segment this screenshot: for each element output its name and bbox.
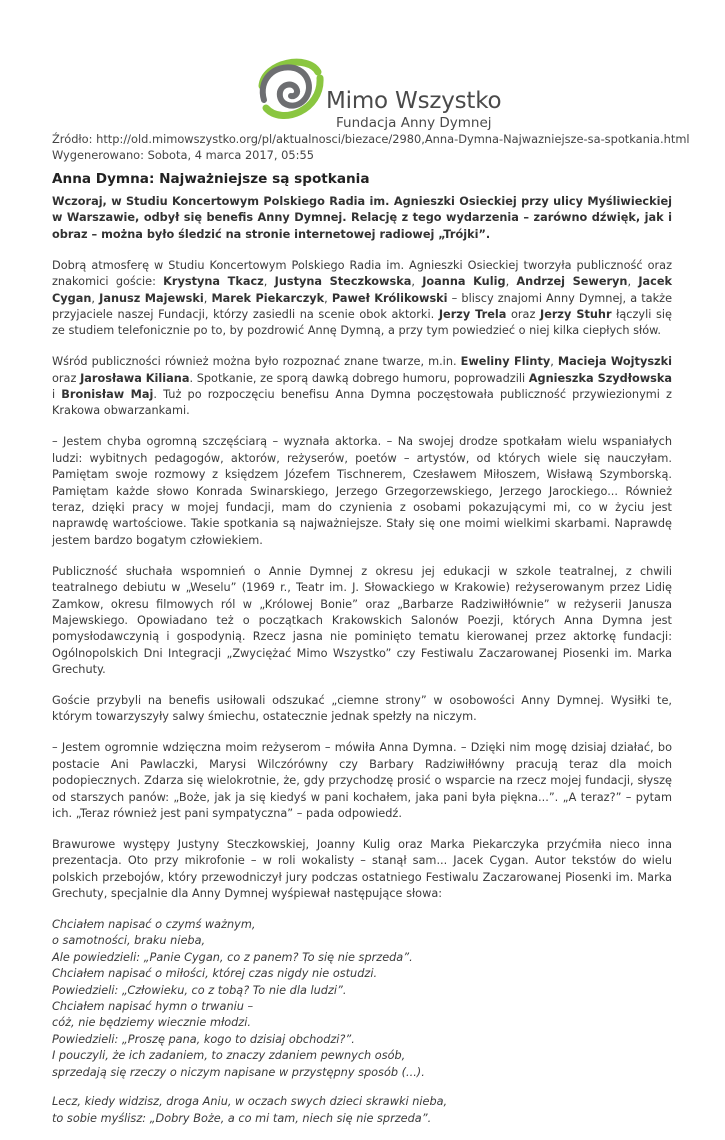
poem-line: Lecz, kiedy widzisz, droga Aniu, w oczach swych dzieci skrawki nieba,	[52, 1095, 448, 1109]
document-meta	[52, 131, 690, 163]
article-body	[52, 194, 672, 1140]
article-lead: Wczoraj, w Studiu Koncertowym Polskiego Radia im. Agnieszki Osieckiej przy ulicy Myśliwieckiej w Warszawie, odbył się benefis Anny Dymnej. Relację z tego wydarzenia – zarówno dźwięk, jak i obraz – można było śledzić na stronie internetowej radiowej „Trójki”.	[52, 195, 672, 241]
source-url: Źródło: http://old.mimowszystko.org/pl/aktualnosci/biezace/2980,Anna-Dymna-Najwazniejsze-sa-spotkania.html	[52, 132, 690, 146]
poem-line: Chciałem napisać o czymś ważnym,	[52, 918, 256, 932]
article-title: Anna Dymna: Najważniejsze są spotkania	[52, 171, 370, 187]
paragraph-guests: Dobrą atmosferę w Studiu Koncertowym Polskiego Radia im. Agnieszki Osieckiej tworzyła publiczność oraz znakomici goście: Krystyna Tkacz, Justyna Steczkowska, Joanna Kulig, Andrzej Seweryn, Jacek Cygan, Janusz Majewski, Marek Piekarczyk, Paweł Królikowski – bliscy znajomi Anny Dymnej, a także przyjaciele naszej Fundacji, którzy zasiedli na scenie obok aktorki. Jerzy Trela oraz Jerzy Stuhr łączyli się ze studiem telefonicznie po to, by pozdrowić Annę Dymną, a przy tym powiedzieć o niej kilka ciepłych słów.	[52, 258, 673, 338]
foundation-logo	[256, 56, 502, 132]
paragraph-dark-sides: Goście przybyli na benefis usiłowali odszukać „ciemne strony” w osobowości Anny Dymnej. Wysiłki te, którym towarzyszyły salwy śmiechu, ostatecznie jednak spełzły na niczym.	[52, 694, 672, 724]
paragraph-audience: Wśród publiczności również można było rozpoznać znane twarze, m.in. Eweliny Flinty, Macieja Wojtyszki oraz Jarosława Kiliana. Spotkanie, ze sporą dawką dobrego humoru, poprowadzili Agnieszka Szydłowska i Bronisław Maj. Tuż po rozpoczęciu benefisu Anna Dymna poczęstowała publiczność przywiezionymi z Krakowa obwarzankami.	[52, 355, 673, 418]
spiral-logo-icon	[256, 56, 324, 124]
logo-title: Mimo Wszystko	[326, 88, 502, 114]
paragraph-memories: Publiczność słuchała wspomnień o Annie Dymnej z okresu jej edukacji w szkole teatralnej, z chwili teatralnego debiutu w „Weselu” (1969 r., Teatr im. J. Słowackiego w Krakowie) reżyserowanym przez Lidię Zamkow, okresu filmowych ról w „Królowej Bonie” oraz „Barbarze Radziwiłłównie” w reżyserii Janusza Majewskiego. Opowiadano też o początkach Krakowskich Salonów Poezji, których Anna Dymna jest pomysłodawczynią i gospodynią. Rzecz jasna nie pominięto tematu kierowanej przez aktorkę fundacji: Ogólnopolskich Dni Integracji „Zwyciężać Mimo Wszystko” czy Festiwalu Zaczarowanej Piosenki im. Marka Grechuty.	[52, 564, 672, 677]
paragraph-quote-1: – Jestem chyba ogromną szczęściarą – wyznała aktorka. – Na swojej drodze spotkałam wielu wspaniałych ludzi: wybitnych pedagogów, aktorów, reżyserów, poetów – artystów, od których wiele się nauczyłam. Pamiętam swoje rozmowy z księdzem Józefem Tischnerem, Czesławem Miłoszem, Wisławą Szymborską. Pamiętam każde słowo Konrada Swinarskiego, Jerzego Grzegorzewskiego, Jerzego Jarockiego... Również teraz, dzięki pracy w mojej fundacji, mam do czynienia z osobami pokazującymi mi, co w życiu jest naprawdę wartościowe. Takie spotkania są najważniejsze. Stały się one moimi wielkimi skarbami. Naprawdę jestem bardzo bogatym człowiekiem.	[52, 435, 672, 547]
poem-line: sprzedają się rzeczy o niczym napisane w przystępny sposób (...).	[52, 1065, 425, 1079]
poem-line: Chciałem napisać o miłości, której czas nigdy nie ostudzi.	[52, 967, 378, 981]
poem-stanza-2	[52, 1094, 672, 1127]
paragraph-quote-2: – Jestem ogromnie wdzięczna moim reżyserom – mówiła Anna Dymna. – Dzięki nim mogę dzisiaj działać, bo postacie Ani Pawlaczki, Marysi Wilczórówny czy Barbary Radziwiłłówny pracują teraz dla moich podopiecznych. Zdarza się wielokrotnie, że, gdy przychodzę prosić o wsparcie na rzecz mojej fundacji, słyszę od starszych panów: „Boże, jak ja się kiedyś w pani kochałem, jaka pani była piękna...”. „A teraz?” – pytam ich. „Teraz również jest pani sympatyczna” – pada odpowiedź.	[52, 741, 672, 820]
poem-line: to sobie myślisz: „Dobry Boże, a co mi tam, niech się nie sprzeda”.	[52, 1111, 432, 1125]
poem-line: Powiedzieli: „Proszę pana, kogo to dzisiaj obchodzi?”.	[52, 1032, 355, 1046]
poem-line: Powiedzieli: „Człowieku, co z tobą? To nie dla ludzi”.	[52, 983, 347, 997]
paragraph-performances: Brawurowe występy Justyny Steczkowskiej, Joanny Kulig oraz Marka Piekarczyka przyćmiła nieco inna prezentacja. Oto przy mikrofonie – w roli wokalisty – stanął sam... Jacek Cygan. Autor tekstów do wielu polskich przebojów, który przewodniczył jury podczas ostatniego Festiwalu Zaczarowanej Piosenki im. Marka Grechuty, specjalnie dla Anny Dymnej wyśpiewał następujące słowa:	[52, 837, 672, 901]
poem-line: cóż, nie będziemy wiecznie młodzi.	[52, 1016, 251, 1030]
poem-stanza-1	[52, 917, 672, 1081]
poem-line: Chciałem napisać hymn o trwaniu –	[52, 1000, 254, 1014]
poem-line: o samotności, braku nieba,	[52, 934, 206, 948]
generated-date: Wygenerowano: Sobota, 4 marca 2017, 05:55	[52, 148, 314, 162]
poem-line: Ale powiedzieli: „Panie Cygan, co z panem? To się nie sprzeda”.	[52, 950, 413, 964]
poem-line: I pouczyli, że ich zadaniem, to znaczy zdaniem pewnych osób,	[52, 1049, 406, 1063]
logo-subtitle: Fundacja Anny Dymnej	[336, 115, 492, 131]
